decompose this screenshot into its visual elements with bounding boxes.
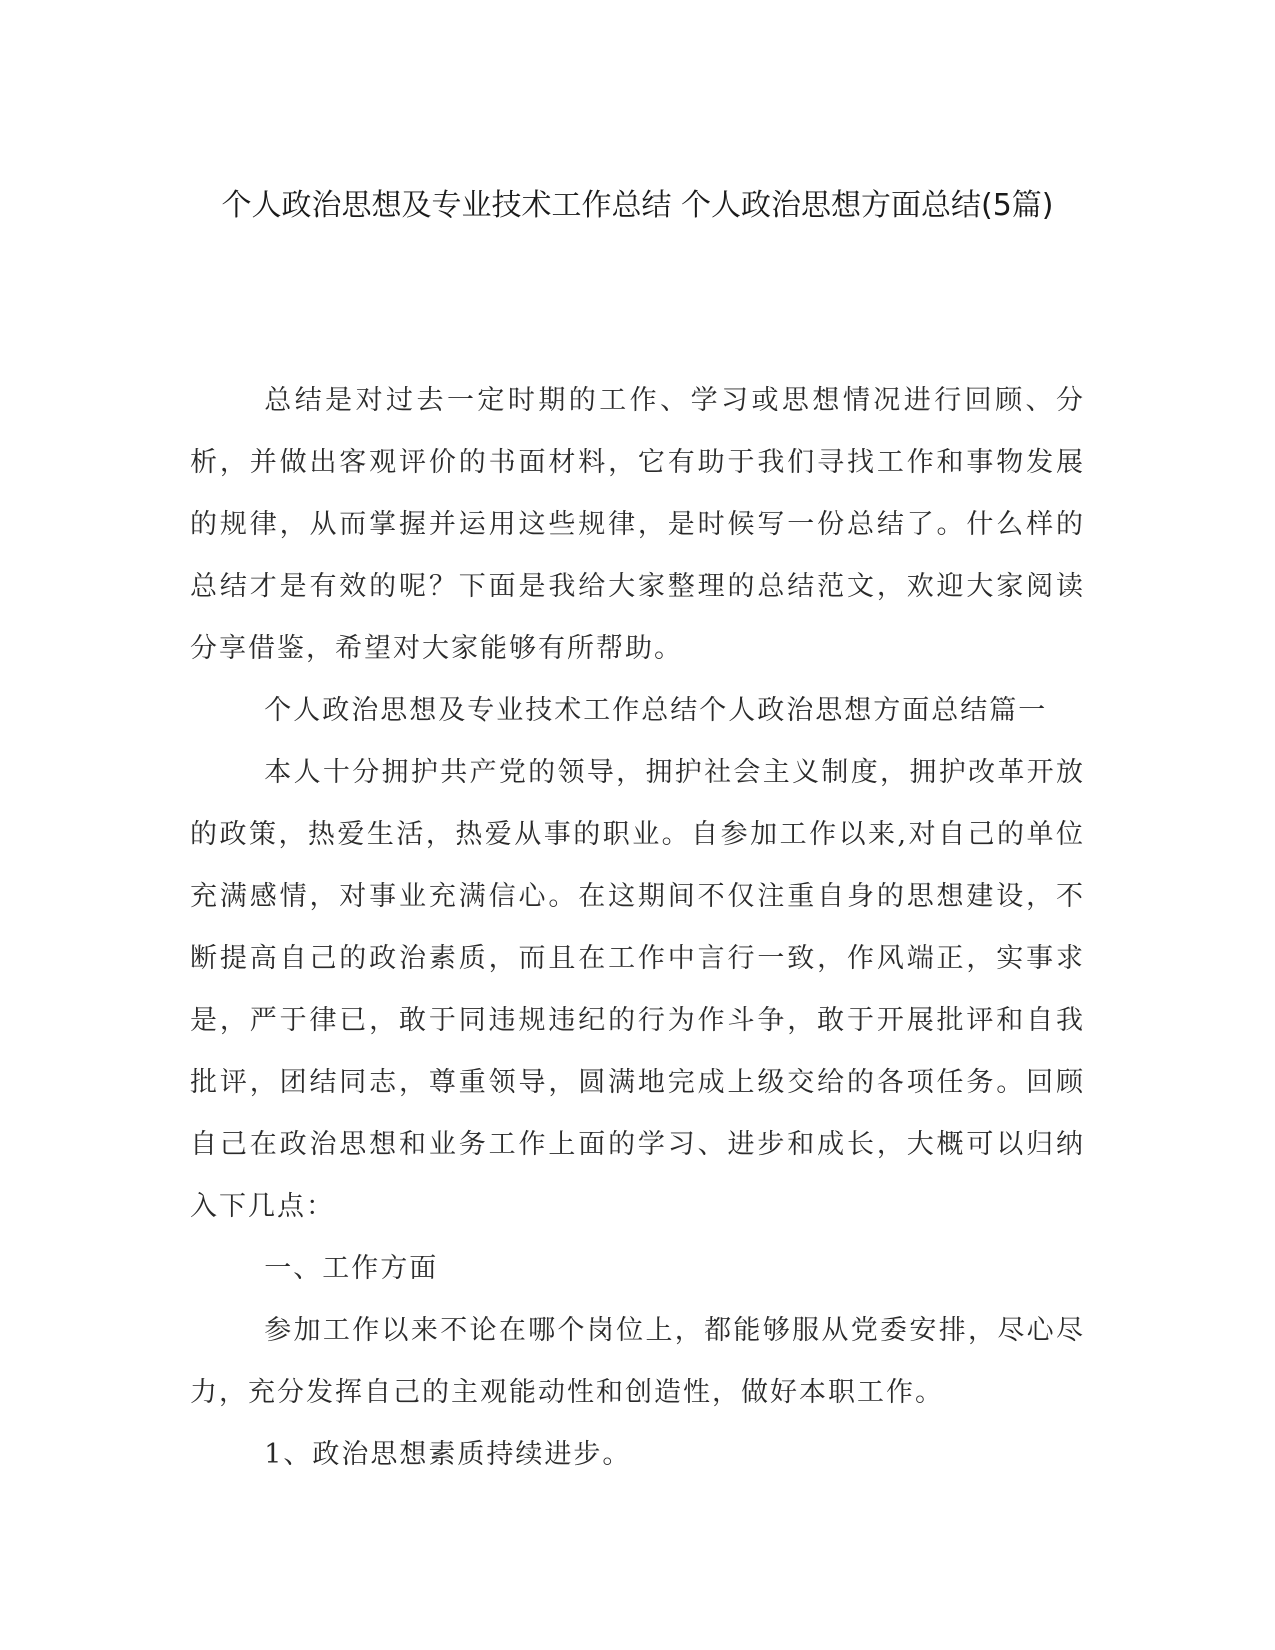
section-heading-work: 一、工作方面 xyxy=(264,1253,439,1284)
body-paragraph: 参加工作以来不论在哪个岗位上，都能够服从党委安排，尽心尽力，充分发挥自己的主观能动性和创造性，做好本职工作。 xyxy=(190,1315,1085,1408)
body-paragraph: 本人十分拥护共产党的领导，拥护社会主义制度，拥护改革开放的政策，热爱生活，热爱从事的职业。自参加工作以来,对自己的单位充满感情，对事业充满信心。在这期间不仅注重自身的思想建设，不断提高自己的政治素质，而且在工作中言行一致，作风端正，实事求是，严于律已，敢于同违规违纪的行为作斗争，敢于开展批评和自我批评，团结同志，尊重领导，圆满地完成上级交给的各项任务。回顾自己在政治思想和业务工作上面的学习、进步和成长，大概可以归纳入下几点： xyxy=(190,757,1085,1222)
numbered-item: 1、政治思想素质持续进步。 xyxy=(264,1439,632,1470)
document-body xyxy=(190,370,1085,1486)
document-title: 个人政治思想及专业技术工作总结 个人政治思想方面总结(5篇) xyxy=(221,188,1054,223)
section-heading-part-one: 个人政治思想及专业技术工作总结个人政治思想方面总结篇一 xyxy=(264,695,1048,726)
intro-paragraph: 总结是对过去一定时期的工作、学习或思想情况进行回顾、分析，并做出客观评价的书面材料，它有助于我们寻找工作和事物发展的规律，从而掌握并运用这些规律，是时候写一份总结了。什么样的总结才是有效的呢？下面是我给大家整理的总结范文，欢迎大家阅读分享借鉴，希望对大家能够有所帮助。 xyxy=(190,385,1085,664)
